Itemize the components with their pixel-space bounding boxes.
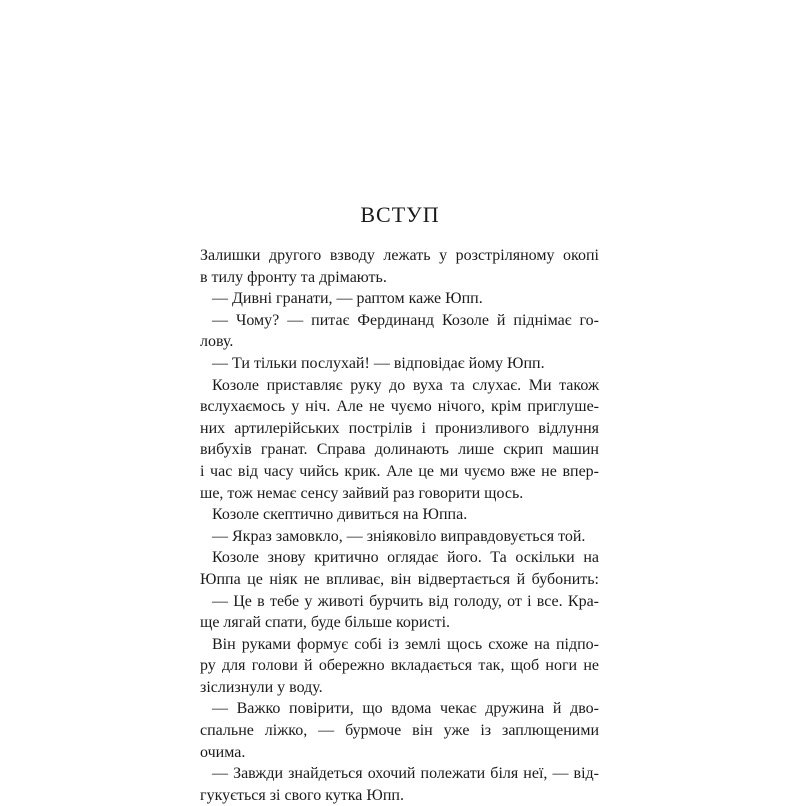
text-line: них артилерійських пострілів і пронизливого відлуння xyxy=(200,419,599,437)
text-line: лову. xyxy=(200,333,234,351)
text-line: ще лягай спати, буде більше користі. xyxy=(200,614,451,632)
text-line: зіслизнули у воду. xyxy=(200,678,323,696)
text-line: вибухів гранат. Справа долинають лише скрип машин xyxy=(200,441,599,459)
text-line: Він руками формує собі із землі щось схоже на підпо- xyxy=(212,635,599,653)
text-line: Козоле знову критично оглядає його. Та оскільки на xyxy=(212,549,599,567)
text-line: — Завжди знайдеться охочий полежати біля неї, — від- xyxy=(212,765,599,783)
text-line: очима. xyxy=(200,743,246,761)
text-line: Залишки другого взводу лежать у розстріляному окопі xyxy=(200,247,599,264)
text-line: — Якраз замовкло, — зніяковіло виправдовується той. xyxy=(212,527,586,545)
text-line: Козоле приставляє руку до вуха та слухає. Ми також xyxy=(212,376,599,394)
text-line: — Чому? — питає Фердинанд Козоле й піднімає го- xyxy=(212,311,599,329)
text-line: вслухаємось у ніч. Але не чуємо нічого, крім приглуше- xyxy=(200,398,599,416)
text-line: гукується зі свого кутка Юпп. xyxy=(200,786,404,804)
text-line: — Важко повірити, що вдома чекає дружина й дво- xyxy=(212,700,599,718)
text-line: спальне ліжко, — бурмоче він уже із заплющеними xyxy=(200,722,599,740)
text-line: і час від часу чийсь крик. Але це ми чуємо вже не впер- xyxy=(200,462,599,480)
text-line: ру для голови й обережно вкладається так, щоб ноги не xyxy=(200,657,599,675)
text-line: в тилу фронту та дрімають. xyxy=(200,268,387,286)
text-line: — Ти тільки послухай! — відповідає йому Юпп. xyxy=(212,354,545,372)
text-line: Юппа це ніяк не впливає, він відвертається й бубонить: xyxy=(200,570,599,588)
text-line: Козоле скептично дивиться на Юппа. xyxy=(212,506,468,524)
text-line: ше, тож немає сенсу зайвий раз говорити щось. xyxy=(200,484,524,502)
text-line: — Дивні гранати, — раптом каже Юпп. xyxy=(212,290,483,308)
text-line: — Це в тебе у животі бурчить від голоду, от і все. Кра- xyxy=(212,592,599,610)
chapter-body-text xyxy=(200,245,599,806)
chapter-title: ВСТУП xyxy=(360,202,440,227)
